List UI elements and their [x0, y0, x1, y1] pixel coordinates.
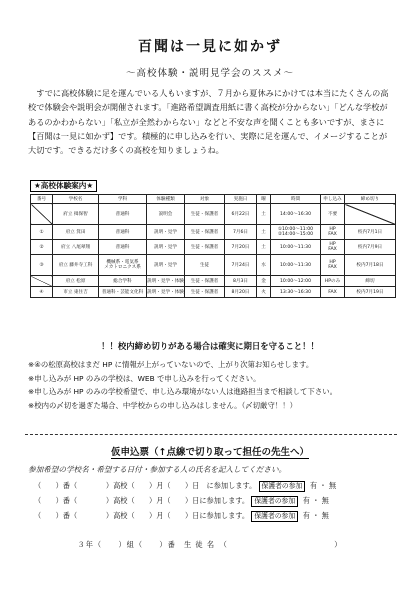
row-dept: 機械系・電気系 メカトロニクス系: [99, 255, 147, 276]
row-time: ①10:00～11:00 ②14:00～15:00: [271, 225, 321, 240]
row-time: 10:00～11:30: [271, 255, 321, 276]
row-target: 生徒・保護者: [185, 240, 225, 255]
notes-list: [28, 358, 398, 412]
row-deadline: 校内7月1日: [345, 225, 396, 240]
deadline-warning: ！！校内締め切りがある場合は確実に期日を守ること！！: [101, 341, 319, 351]
row-time: 10:00～12:00: [271, 276, 321, 287]
row-number: ②: [31, 240, 53, 255]
table-row: [31, 287, 396, 298]
row-school: 府立 藤井寺工科: [53, 255, 99, 276]
guardian-label: 保護者の参加: [259, 481, 306, 492]
note-item: ※申し込みが HP のみの学校は、WEB で申し込みを行ってください。: [28, 373, 261, 383]
row-deadline: 校内7月19日: [345, 287, 396, 298]
header-apply: 申し込み: [321, 195, 345, 204]
row-date: 8月3日: [225, 276, 257, 287]
row-apply: HPのみ: [321, 276, 345, 287]
row-deadline: 校内7月9日: [345, 240, 396, 255]
row-apply: HP FAX: [321, 225, 345, 240]
row-target: 生徒・保護者: [185, 225, 225, 240]
header-type: 体験種類: [147, 195, 185, 204]
header-dept: 学科: [99, 195, 147, 204]
row-number: ③: [31, 255, 53, 276]
row-number: ④: [31, 287, 53, 298]
schedule-label: ★高校体験案内★: [30, 180, 97, 192]
row-dept: 普通科・芸能文化科: [99, 287, 147, 298]
row-school: 府立 揖保智: [53, 204, 99, 225]
row-school: 府立 八尾翠翔: [53, 240, 99, 255]
guardian-label: 保護者の参加: [251, 496, 298, 507]
row-type: 説明・見学: [147, 225, 185, 240]
application-row: [34, 511, 404, 522]
table-row: [31, 204, 396, 225]
header-day: 曜: [257, 195, 271, 204]
row-type: 説明・見学: [147, 255, 185, 276]
guardian-options: 有 ・ 無: [302, 511, 329, 520]
row-day: 土: [257, 225, 271, 240]
row-time: 10:00～11:30: [271, 240, 321, 255]
header-date: 実施日: [225, 195, 257, 204]
row-time: 14:00～16:30: [271, 204, 321, 225]
row-dept: 普通科: [99, 204, 147, 225]
row-deadline: 締切: [345, 276, 396, 287]
row-date: 7月6日: [225, 225, 257, 240]
row-day: 水: [257, 255, 271, 276]
row-date: 6月22日: [225, 204, 257, 225]
table-row: [31, 255, 396, 276]
row-date: 7月24日: [225, 255, 257, 276]
row-day: 金: [257, 276, 271, 287]
student-name-line: ３年（ ）組（ ）番 生 徒 名 （ ）: [77, 540, 343, 549]
row-date: 7月20日: [225, 240, 257, 255]
row-type: 説明会: [147, 204, 185, 225]
application-instruction: 参加希望の学校名・希望する日付・参加する人の氏名を記入してください。: [28, 465, 287, 474]
intro-paragraph: すでに高校体験に足を運んでいる人もいますが、７月から夏休みにかけては本当にたくさんの高校で体験会や説明会が開催されます。「進路希望調査用紙に書く高校が分からない」「どんな学校があるのかわからない」「私立が全然わからない」などと不安な声を聞くことも多いですが、まさに【百聞は一見に如かず】です。積極的に申し込みを行い、実際に足を運んで、イメージすることが大切です。できるだけ多くの高校を知りましょうね。: [28, 88, 389, 156]
note-item: ※校内の〆切を過ぎた場合、中学校からの申し込みはしません。（〆切厳守！！）: [28, 400, 298, 410]
row-target: 生徒: [185, 255, 225, 276]
row-type: 説明・見学・体験: [147, 276, 185, 287]
note-item: ※申し込みが HP のみの学校希望で、申し込み環境がない人は進路担当まで相談して下さい。: [28, 387, 337, 396]
row-number: [31, 204, 53, 225]
application-row-text: （ ）番（ ）高校（ ）月（ ）日 に参加します。: [34, 481, 257, 490]
header-number: 番号: [31, 195, 53, 204]
row-day: 土: [257, 204, 271, 225]
page-subtitle: ～高校体験・説明見学会のススメ～: [125, 68, 294, 79]
row-target: 生徒・保護者: [185, 204, 225, 225]
note-item: ※④の松原高校はまだ HP に情報が上がっていないので、上がり次第お知らせします。: [28, 360, 314, 369]
application-title-text: 仮申込票（↑点線で切り取って担任の先生へ）: [111, 447, 309, 458]
application-row: [34, 496, 404, 507]
header-school: 学校名: [53, 195, 99, 204]
row-target: 生徒・保護者: [185, 287, 225, 298]
row-number: [31, 276, 53, 287]
row-day: 土: [257, 240, 271, 255]
application-row-text: （ ）番（ ）高校（ ）月（ ）日に参加します。: [34, 496, 250, 505]
row-date: 8月20日: [225, 287, 257, 298]
table-row: [31, 240, 396, 255]
row-school: 府立 松原: [53, 276, 99, 287]
row-dept: 総合学科: [99, 276, 147, 287]
application-row: [34, 481, 404, 492]
header-target: 対象: [185, 195, 225, 204]
row-apply: HP FAX: [321, 255, 345, 276]
row-deadline: [345, 204, 396, 225]
row-target: 生徒・保護者: [185, 276, 225, 287]
page-title: 百聞は一見に如かず: [138, 39, 282, 55]
row-day: 火: [257, 287, 271, 298]
row-apply: 不要: [321, 204, 345, 225]
cut-line: [25, 434, 397, 435]
header-deadline: 締め切り: [345, 195, 396, 204]
table-row: [31, 225, 396, 240]
application-row-text: （ ）番（ ）高校（ ）月（ ）日に参加します。: [34, 511, 250, 520]
row-time: 13:30～16:30: [271, 287, 321, 298]
header-time: 時間: [271, 195, 321, 204]
schedule-table: [30, 194, 396, 298]
row-dept: 普通科: [99, 240, 147, 255]
row-apply: FAX: [321, 287, 345, 298]
application-title: [0, 444, 420, 458]
row-dept: 普通科: [99, 225, 147, 240]
table-header-row: [31, 195, 396, 204]
row-school: 市立 東住吉: [53, 287, 99, 298]
guardian-options: 有 ・ 無: [302, 496, 329, 505]
row-type: 説明・見学: [147, 240, 185, 255]
row-apply: HP FAX: [321, 240, 345, 255]
guardian-options: 有 ・ 無: [309, 481, 337, 490]
row-number: ①: [31, 225, 53, 240]
row-school: 府立 箕田: [53, 225, 99, 240]
guardian-label: 保護者の参加: [251, 511, 298, 522]
row-type: 説明・見学・体験: [147, 287, 185, 298]
table-row: [31, 276, 396, 287]
row-deadline: 校内7月18日: [345, 255, 396, 276]
